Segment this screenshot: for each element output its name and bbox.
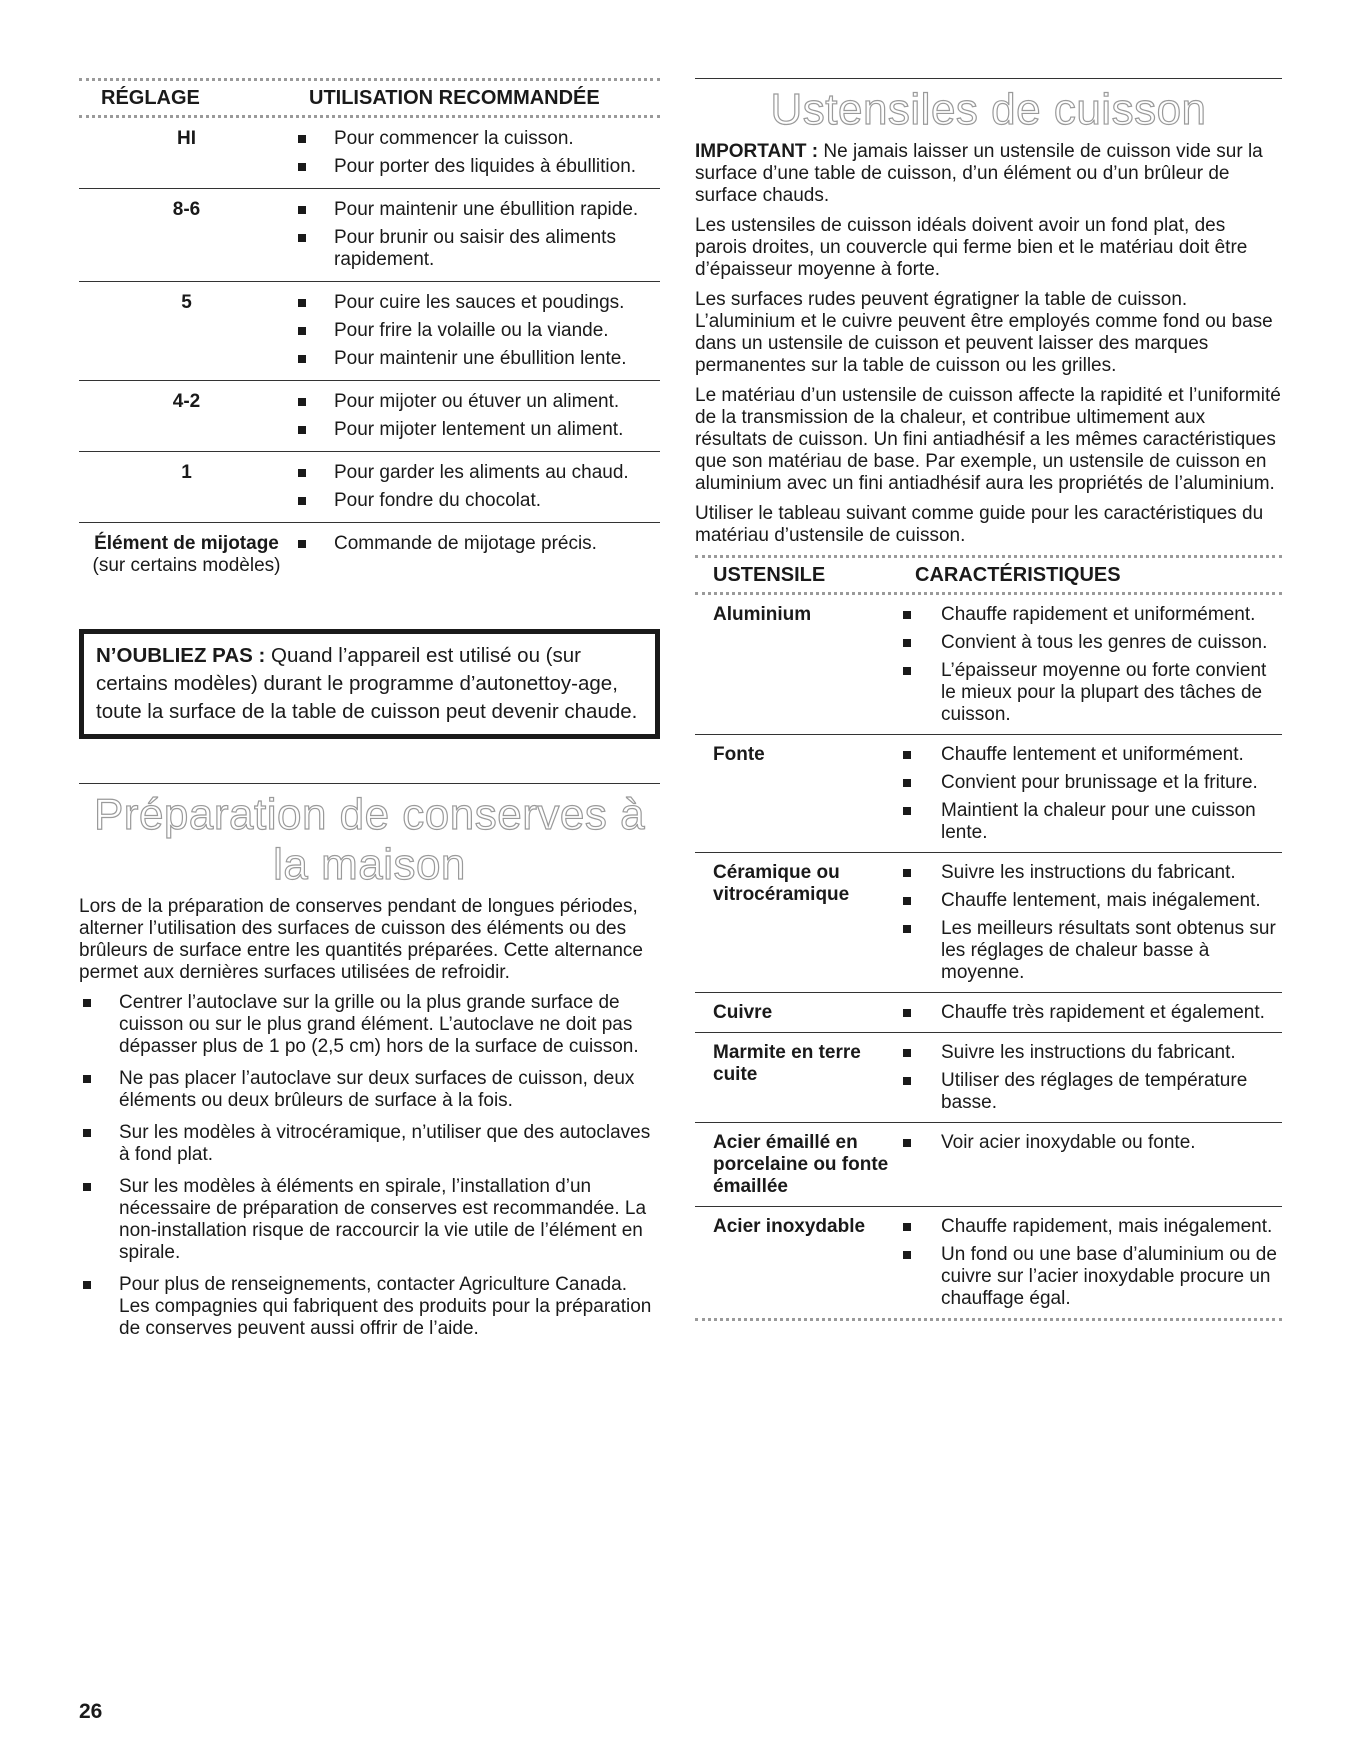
list-item: Maintient la chaleur pour une cuisson lente. [895, 800, 1282, 844]
list-item: L’épaisseur moyenne ou forte convient le mieux pour la plupart des tâches de cuisson. [895, 660, 1282, 726]
traits-list [895, 1002, 1282, 1024]
list-item: Chauffe rapidement et uniformément. [895, 604, 1282, 626]
cookware-paragraph: Les surfaces rudes peuvent égratigner la table de cuisson. L’aluminium et le cuivre peuvent être employés comme fond ou base dans un ustensile de cuisson et peuvent laisser des marques permanentes sur la table de cuisson ou les grilles. [695, 289, 1273, 376]
list-item: Suivre les instructions du fabricant. [895, 862, 1282, 884]
setting-label: Élément de mijotage [94, 533, 279, 554]
setting-value [79, 462, 294, 512]
list-item: Suivre les instructions du fabricant. [895, 1042, 1282, 1064]
list-item: Pour garder les aliments au chaud. [294, 462, 660, 484]
traits-list [895, 744, 1282, 844]
setting-label: 1 [181, 462, 192, 483]
usage-list [294, 292, 660, 370]
list-item: Chauffe rapidement, mais inégalement. [895, 1216, 1282, 1238]
cookware-table-header [695, 555, 1282, 595]
setting-value [79, 128, 294, 178]
list-item: Sur les modèles à éléments en spirale, l’installation d’un nécessaire de préparation de conserves est recommandée. La non-installation risque de raccourcir la vie utile de l’élément en spirale. [79, 1176, 660, 1264]
canning-list [79, 992, 660, 1340]
list-item: Commande de mijotage précis. [294, 533, 660, 555]
setting-label: 5 [181, 292, 192, 313]
setting-value [79, 199, 294, 271]
list-item: Pour mijoter ou étuver un aliment. [294, 391, 660, 413]
list-item: Chauffe très rapidement et également. [895, 1002, 1282, 1024]
section-divider [695, 78, 1282, 79]
table-row [79, 118, 660, 189]
list-item: Les meilleurs résultats sont obtenus sur les réglages de chaleur basse à moyenne. [895, 918, 1282, 984]
right-column [695, 78, 1282, 1321]
table-row [79, 523, 660, 587]
setting-value [79, 391, 294, 441]
usage-list [294, 391, 660, 441]
table-row [695, 853, 1282, 993]
material-name: Fonte [713, 744, 765, 765]
traits-list [895, 862, 1282, 984]
material-name: Acier émaillé en porcelaine ou fonte émaillée [713, 1132, 889, 1197]
cookware-paragraph: Le matériau d’un ustensile de cuisson affecte la rapidité et l’uniformité de la transmission de la chaleur, et contribue ultimement aux résultats de cuisson. Un fini antiadhésif a les mêmes caractéristiques que son matériau de base. Par exemple, un ustensile de cuisson en aluminium avec un fini antiadhésif aura les propriétés de l’aluminium. [695, 385, 1281, 494]
setting-note: (sur certains modèles) [92, 555, 281, 576]
reminder-notice [79, 629, 660, 739]
notice-label: N’OUBLIEZ PAS : [96, 644, 266, 667]
header-characteristics: CARACTÉRISTIQUES [915, 563, 1121, 586]
list-item: Centrer l’autoclave sur la grille ou la plus grande surface de cuisson ou sur le plus grand élément. L’autoclave ne doit pas dépasser plus de 1 po (2,5 cm) hors de la surface de cuisson. [79, 992, 660, 1058]
list-item: Pour commencer la cuisson. [294, 128, 660, 150]
list-item: Ne pas placer l’autoclave sur deux surfaces de cuisson, deux éléments ou deux brûleurs de surface à la fois. [79, 1068, 660, 1112]
list-item: Pour porter des liquides à ébullition. [294, 156, 660, 178]
table-row [695, 993, 1282, 1033]
list-item: Convient pour brunissage et la friture. [895, 772, 1282, 794]
table-row [695, 1207, 1282, 1321]
setting-label: 4-2 [172, 391, 201, 412]
settings-table-header [79, 78, 660, 118]
usage-list [294, 128, 660, 178]
canning-title: Préparation de conserves à la maison [93, 790, 646, 889]
table-row [79, 381, 660, 452]
notice-text: Quand l’appareil est utilisé ou (sur certains modèles) durant le programme d’autonettoy-age, toute la surface de la table de cuisson peut devenir chaude. [96, 644, 638, 723]
usage-list [294, 199, 660, 271]
important-text: Ne jamais laisser un ustensile de cuisson vide sur la surface d’une table de cuisson, d’un élément ou d’un brûleur de surface chauds. [695, 141, 1263, 206]
cookware-title: Ustensiles de cuisson [770, 85, 1207, 134]
setting-label: 8-6 [172, 199, 201, 220]
header-utensil: USTENSILE [713, 563, 826, 586]
material-name: Cuivre [713, 1002, 773, 1023]
section-divider [79, 783, 660, 784]
list-item: Pour maintenir une ébullition lente. [294, 348, 660, 370]
list-item: Pour cuire les sauces et poudings. [294, 292, 660, 314]
table-row [79, 452, 660, 523]
material-name: Marmite en terre cuite [713, 1042, 861, 1085]
table-row [695, 1123, 1282, 1207]
cookware-paragraph: Les ustensiles de cuisson idéals doivent avoir un fond plat, des parois droites, un couvercle qui ferme bien et le matériau doit être d’épaisseur moyenne à forte. [695, 215, 1248, 280]
cookware-paragraph: Utiliser le tableau suivant comme guide pour les caractéristiques du matériau d’ustensile de cuisson. [695, 503, 1264, 546]
list-item: Un fond ou une base d’aluminium ou de cuivre sur l’acier inoxydable procure un chauffage égal. [895, 1244, 1282, 1310]
usage-list [294, 462, 660, 512]
table-row [695, 735, 1282, 853]
important-label: IMPORTANT : [695, 141, 819, 162]
traits-list [895, 1042, 1282, 1114]
header-usage: UTILISATION RECOMMANDÉE [309, 86, 600, 109]
list-item: Convient à tous les genres de cuisson. [895, 632, 1282, 654]
settings-table-body [79, 118, 660, 587]
list-item: Pour plus de renseignements, contacter Agriculture Canada. Les compagnies qui fabriquent des produits pour la préparation de conserves peuvent aussi offrir de l’aide. [79, 1274, 660, 1340]
cookware-table-body [695, 595, 1282, 1321]
cookware-paragraphs [695, 215, 1282, 547]
material-name: Acier inoxydable [713, 1216, 866, 1237]
setting-value [79, 292, 294, 370]
traits-list [895, 604, 1282, 726]
important-paragraph [695, 141, 1282, 207]
list-item: Pour frire la volaille ou la viande. [294, 320, 660, 342]
table-row [695, 1033, 1282, 1123]
list-item: Voir acier inoxydable ou fonte. [895, 1132, 1282, 1154]
traits-list [895, 1132, 1282, 1198]
canning-intro: Lors de la préparation de conserves pendant de longues périodes, alterner l’utilisation des surfaces de cuisson des éléments ou des brûleurs de surface entre les quantités préparées. Cette alternance permet aux dernières surfaces utilisées de refroidir. [79, 896, 643, 983]
list-item: Pour mijoter lentement un aliment. [294, 419, 660, 441]
header-setting: RÉGLAGE [101, 86, 200, 109]
page-number: 26 [79, 1700, 103, 1723]
list-item: Chauffe lentement, mais inégalement. [895, 890, 1282, 912]
list-item: Utiliser des réglages de température basse. [895, 1070, 1282, 1114]
setting-label: HI [177, 128, 196, 149]
material-name: Aluminium [713, 604, 812, 625]
traits-list [895, 1216, 1282, 1310]
list-item: Pour fondre du chocolat. [294, 490, 660, 512]
list-item: Pour maintenir une ébullition rapide. [294, 199, 660, 221]
table-row [695, 595, 1282, 735]
setting-value [79, 533, 294, 577]
table-row [79, 189, 660, 282]
table-row [79, 282, 660, 381]
list-item: Sur les modèles à vitrocéramique, n’utiliser que des autoclaves à fond plat. [79, 1122, 660, 1166]
list-item: Pour brunir ou saisir des aliments rapidement. [294, 227, 660, 271]
material-name: Céramique ou vitrocéramique [713, 862, 850, 905]
left-column [79, 78, 660, 1340]
list-item: Chauffe lentement et uniformément. [895, 744, 1282, 766]
usage-list [294, 533, 660, 577]
